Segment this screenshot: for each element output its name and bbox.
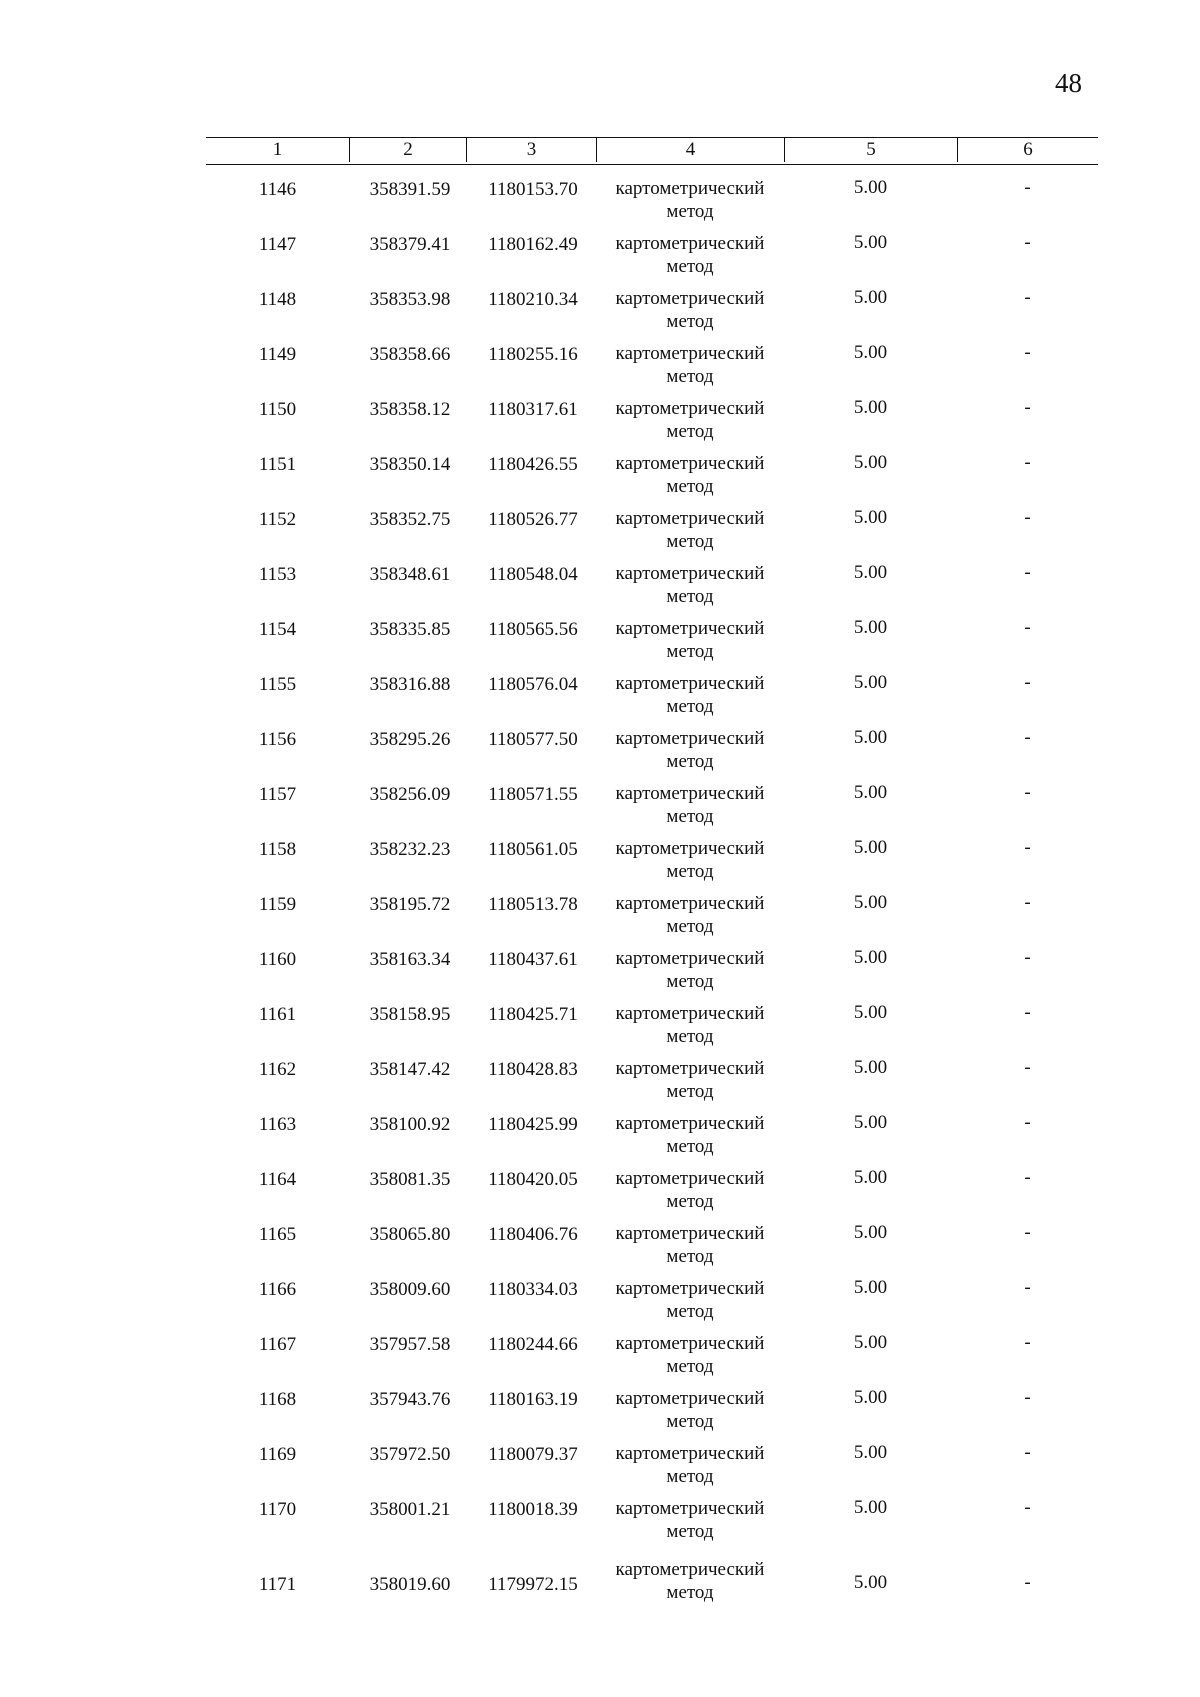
table-row	[206, 1387, 1098, 1442]
method-line-1: картометрический	[615, 233, 765, 254]
accuracy-value: 5.00	[853, 892, 888, 913]
coord-y: 1180420.05	[488, 1169, 578, 1190]
note-value: -	[1024, 1112, 1031, 1133]
table-row	[206, 1442, 1098, 1497]
method-line-1: картометрический	[615, 288, 765, 309]
coord-y: 1180425.99	[488, 1114, 578, 1135]
accuracy-value: 5.00	[853, 1497, 888, 1518]
accuracy-value: 5.00	[853, 1222, 888, 1243]
coord-x: 358019.60	[369, 1574, 451, 1595]
accuracy-value: 5.00	[853, 1112, 888, 1133]
method-line-2: метод	[666, 1582, 714, 1603]
point-number: 1161	[258, 1004, 297, 1025]
accuracy-value: 5.00	[853, 1332, 888, 1353]
accuracy-value: 5.00	[853, 837, 888, 858]
accuracy-value: 5.00	[853, 507, 888, 528]
method-cell	[596, 287, 784, 342]
note-value: -	[1024, 1057, 1031, 1078]
coord-x: 358100.92	[369, 1114, 451, 1135]
table-row	[206, 947, 1098, 1002]
method-line-1: картометрический	[615, 1388, 765, 1409]
coord-x: 358158.95	[369, 1004, 451, 1025]
coord-y: 1179972.15	[488, 1574, 578, 1595]
method-line-2: метод	[666, 751, 714, 772]
method-cell	[596, 1442, 784, 1497]
method-line-2: метод	[666, 1081, 714, 1102]
method-cell	[596, 1558, 784, 1620]
coord-y: 1180576.04	[488, 674, 578, 695]
coord-y: 1180334.03	[488, 1279, 578, 1300]
method-line-1: картометрический	[615, 508, 765, 529]
method-cell	[596, 672, 784, 727]
method-line-2: метод	[666, 641, 714, 662]
method-cell	[596, 1497, 784, 1552]
method-line-2: метод	[666, 256, 714, 277]
coord-x: 358350.14	[369, 454, 451, 475]
point-number: 1149	[258, 344, 297, 365]
point-number: 1164	[258, 1169, 297, 1190]
note-value: -	[1024, 232, 1031, 253]
method-cell	[596, 507, 784, 562]
method-line-2: метод	[666, 1246, 714, 1267]
coord-y: 1180163.19	[488, 1389, 578, 1410]
method-line-1: картометрический	[615, 948, 765, 969]
point-number: 1156	[258, 729, 297, 750]
note-value: -	[1024, 1222, 1031, 1243]
point-number: 1153	[258, 564, 297, 585]
header-col-6: 6	[957, 138, 1098, 162]
table-header-row	[206, 137, 1098, 165]
accuracy-value: 5.00	[853, 1442, 888, 1463]
point-number: 1162	[258, 1059, 297, 1080]
accuracy-value: 5.00	[853, 232, 888, 253]
method-cell	[596, 892, 784, 947]
point-number: 1165	[258, 1224, 297, 1245]
method-line-1: картометрический	[615, 838, 765, 859]
note-value: -	[1024, 342, 1031, 363]
point-number: 1150	[258, 399, 297, 420]
method-line-2: метод	[666, 916, 714, 937]
point-number: 1152	[258, 509, 297, 530]
point-number: 1158	[258, 839, 297, 860]
method-line-1: картометрический	[615, 728, 765, 749]
method-cell	[596, 177, 784, 232]
note-value: -	[1024, 837, 1031, 858]
method-line-1: картометрический	[615, 673, 765, 694]
method-line-1: картометрический	[615, 343, 765, 364]
point-number: 1168	[258, 1389, 297, 1410]
method-line-1: картометрический	[615, 783, 765, 804]
method-cell	[596, 1277, 784, 1332]
accuracy-value: 5.00	[853, 617, 888, 638]
note-value: -	[1024, 1277, 1031, 1298]
coord-y: 1180255.16	[488, 344, 578, 365]
note-value: -	[1024, 782, 1031, 803]
method-line-2: метод	[666, 971, 714, 992]
note-value: -	[1024, 1332, 1031, 1353]
accuracy-value: 5.00	[853, 1057, 888, 1078]
table-row	[206, 452, 1098, 507]
accuracy-value: 5.00	[853, 1387, 888, 1408]
table-row	[206, 1002, 1098, 1057]
method-line-2: метод	[666, 1521, 714, 1542]
method-cell	[596, 837, 784, 892]
coord-x: 357943.76	[369, 1389, 451, 1410]
coord-x: 358391.59	[369, 179, 451, 200]
table-row	[206, 617, 1098, 672]
coord-x: 358256.09	[369, 784, 451, 805]
table-row	[206, 1057, 1098, 1112]
method-line-1: картометрический	[615, 1113, 765, 1134]
point-number: 1159	[258, 894, 297, 915]
coord-x: 358163.34	[369, 949, 451, 970]
coord-y: 1180317.61	[488, 399, 578, 420]
method-line-1: картометрический	[615, 1003, 765, 1024]
method-line-2: метод	[666, 311, 714, 332]
point-number: 1154	[258, 619, 297, 640]
method-cell	[596, 1332, 784, 1387]
coord-x: 358353.98	[369, 289, 451, 310]
note-value: -	[1024, 1002, 1031, 1023]
coord-x: 357972.50	[369, 1444, 451, 1465]
coord-x: 358316.88	[369, 674, 451, 695]
method-cell	[596, 1387, 784, 1442]
table-row	[206, 342, 1098, 397]
table-row	[206, 837, 1098, 892]
note-value: -	[1024, 1387, 1031, 1408]
table-row	[206, 1497, 1098, 1552]
note-value: -	[1024, 1442, 1031, 1463]
method-line-1: картометрический	[615, 1168, 765, 1189]
note-value: -	[1024, 287, 1031, 308]
coord-y: 1180018.39	[488, 1499, 578, 1520]
coord-x: 358379.41	[369, 234, 451, 255]
note-value: -	[1024, 892, 1031, 913]
coord-y: 1180526.77	[488, 509, 578, 530]
point-number: 1146	[258, 179, 297, 200]
accuracy-value: 5.00	[853, 562, 888, 583]
table-row	[206, 177, 1098, 232]
coord-x: 358358.66	[369, 344, 451, 365]
point-number: 1166	[258, 1279, 297, 1300]
table-row	[206, 1222, 1098, 1277]
accuracy-value: 5.00	[853, 727, 888, 748]
point-number: 1171	[258, 1574, 297, 1595]
method-cell	[596, 1167, 784, 1222]
method-cell	[596, 452, 784, 507]
method-line-1: картометрический	[615, 618, 765, 639]
accuracy-value: 5.00	[853, 947, 888, 968]
method-cell	[596, 1112, 784, 1167]
table-row	[206, 1332, 1098, 1387]
point-number: 1160	[258, 949, 297, 970]
method-cell	[596, 342, 784, 397]
note-value: -	[1024, 727, 1031, 748]
coord-y: 1180425.71	[488, 1004, 578, 1025]
method-line-1: картометрический	[615, 1498, 765, 1519]
method-line-1: картометрический	[615, 178, 765, 199]
point-number: 1155	[258, 674, 297, 695]
method-line-1: картометрический	[615, 1333, 765, 1354]
method-cell	[596, 947, 784, 1002]
coord-y: 1180406.76	[488, 1224, 578, 1245]
coord-x: 358001.21	[369, 1499, 451, 1520]
header-col-5: 5	[784, 138, 957, 162]
method-cell	[596, 562, 784, 617]
table-row	[206, 1558, 1098, 1620]
table-row	[206, 672, 1098, 727]
method-line-2: метод	[666, 1301, 714, 1322]
coord-y: 1180428.83	[488, 1059, 578, 1080]
table-row	[206, 507, 1098, 562]
table-row	[206, 562, 1098, 617]
table-row	[206, 1167, 1098, 1222]
table-row	[206, 232, 1098, 287]
accuracy-value: 5.00	[853, 1167, 888, 1188]
method-line-2: метод	[666, 421, 714, 442]
coord-x: 358358.12	[369, 399, 451, 420]
coord-y: 1180210.34	[488, 289, 578, 310]
accuracy-value: 5.00	[853, 177, 888, 198]
method-line-1: картометрический	[615, 1278, 765, 1299]
method-cell	[596, 232, 784, 287]
method-cell	[596, 727, 784, 782]
note-value: -	[1024, 1497, 1031, 1518]
method-line-2: метод	[666, 476, 714, 497]
coord-y: 1180153.70	[488, 179, 578, 200]
method-line-2: метод	[666, 1026, 714, 1047]
note-value: -	[1024, 1572, 1031, 1593]
method-line-2: метод	[666, 201, 714, 222]
coord-y: 1180162.49	[488, 234, 578, 255]
coord-x: 358081.35	[369, 1169, 451, 1190]
accuracy-value: 5.00	[853, 782, 888, 803]
table-row	[206, 727, 1098, 782]
note-value: -	[1024, 507, 1031, 528]
header-col-3: 3	[466, 138, 596, 162]
coord-x: 358147.42	[369, 1059, 451, 1080]
method-line-2: метод	[666, 366, 714, 387]
method-cell	[596, 617, 784, 672]
point-number: 1148	[258, 289, 297, 310]
coord-y: 1180513.78	[488, 894, 578, 915]
coord-x: 358352.75	[369, 509, 451, 530]
method-line-1: картометрический	[615, 1223, 765, 1244]
table-row	[206, 1277, 1098, 1332]
method-cell	[596, 1222, 784, 1277]
note-value: -	[1024, 397, 1031, 418]
table-row	[206, 782, 1098, 837]
coord-y: 1180079.37	[488, 1444, 578, 1465]
note-value: -	[1024, 177, 1031, 198]
method-line-2: метод	[666, 1466, 714, 1487]
header-col-1: 1	[272, 139, 283, 160]
method-line-2: метод	[666, 531, 714, 552]
coord-x: 358335.85	[369, 619, 451, 640]
accuracy-value: 5.00	[853, 342, 888, 363]
accuracy-value: 5.00	[853, 287, 888, 308]
coord-y: 1180437.61	[488, 949, 578, 970]
coord-y: 1180561.05	[488, 839, 578, 860]
coordinates-table	[206, 137, 1098, 1620]
method-cell	[596, 1002, 784, 1057]
note-value: -	[1024, 617, 1031, 638]
accuracy-value: 5.00	[853, 1277, 888, 1298]
accuracy-value: 5.00	[853, 1002, 888, 1023]
method-cell	[596, 782, 784, 837]
point-number: 1147	[258, 234, 297, 255]
coord-x: 358195.72	[369, 894, 451, 915]
table-row	[206, 287, 1098, 342]
table-row	[206, 1112, 1098, 1167]
coord-x: 358348.61	[369, 564, 451, 585]
method-line-1: картометрический	[615, 398, 765, 419]
header-col-4: 4	[596, 138, 784, 162]
note-value: -	[1024, 672, 1031, 693]
method-line-2: метод	[666, 696, 714, 717]
coord-y: 1180577.50	[488, 729, 578, 750]
accuracy-value: 5.00	[853, 452, 888, 473]
header-col-2: 2	[349, 138, 466, 162]
method-line-1: картометрический	[615, 453, 765, 474]
point-number: 1169	[258, 1444, 297, 1465]
coord-y: 1180548.04	[488, 564, 578, 585]
accuracy-value: 5.00	[853, 1572, 888, 1593]
method-line-2: метод	[666, 1136, 714, 1157]
method-line-2: метод	[666, 1356, 714, 1377]
method-line-2: метод	[666, 1191, 714, 1212]
note-value: -	[1024, 947, 1031, 968]
coord-y: 1180571.55	[488, 784, 578, 805]
accuracy-value: 5.00	[853, 397, 888, 418]
method-line-2: метод	[666, 586, 714, 607]
coord-x: 358295.26	[369, 729, 451, 750]
point-number: 1167	[258, 1334, 297, 1355]
point-number: 1163	[258, 1114, 297, 1135]
method-line-1: картометрический	[615, 1443, 765, 1464]
coord-x: 358009.60	[369, 1279, 451, 1300]
table-row	[206, 397, 1098, 452]
method-line-2: метод	[666, 806, 714, 827]
page-number: 48	[1055, 68, 1082, 98]
coord-x: 357957.58	[369, 1334, 451, 1355]
coord-x: 358232.23	[369, 839, 451, 860]
method-line-1: картометрический	[615, 1559, 765, 1580]
coord-x: 358065.80	[369, 1224, 451, 1245]
point-number: 1157	[258, 784, 297, 805]
table-body	[206, 177, 1098, 1620]
accuracy-value: 5.00	[853, 672, 888, 693]
method-line-2: метод	[666, 1411, 714, 1432]
table-row	[206, 892, 1098, 947]
method-line-1: картометрический	[615, 893, 765, 914]
method-cell	[596, 397, 784, 452]
coord-y: 1180426.55	[488, 454, 578, 475]
method-cell	[596, 1057, 784, 1112]
coord-y: 1180565.56	[488, 619, 578, 640]
method-line-2: метод	[666, 861, 714, 882]
point-number: 1151	[258, 454, 297, 475]
note-value: -	[1024, 452, 1031, 473]
coord-y: 1180244.66	[488, 1334, 578, 1355]
note-value: -	[1024, 1167, 1031, 1188]
method-line-1: картометрический	[615, 1058, 765, 1079]
method-line-1: картометрический	[615, 563, 765, 584]
point-number: 1170	[258, 1499, 297, 1520]
note-value: -	[1024, 562, 1031, 583]
